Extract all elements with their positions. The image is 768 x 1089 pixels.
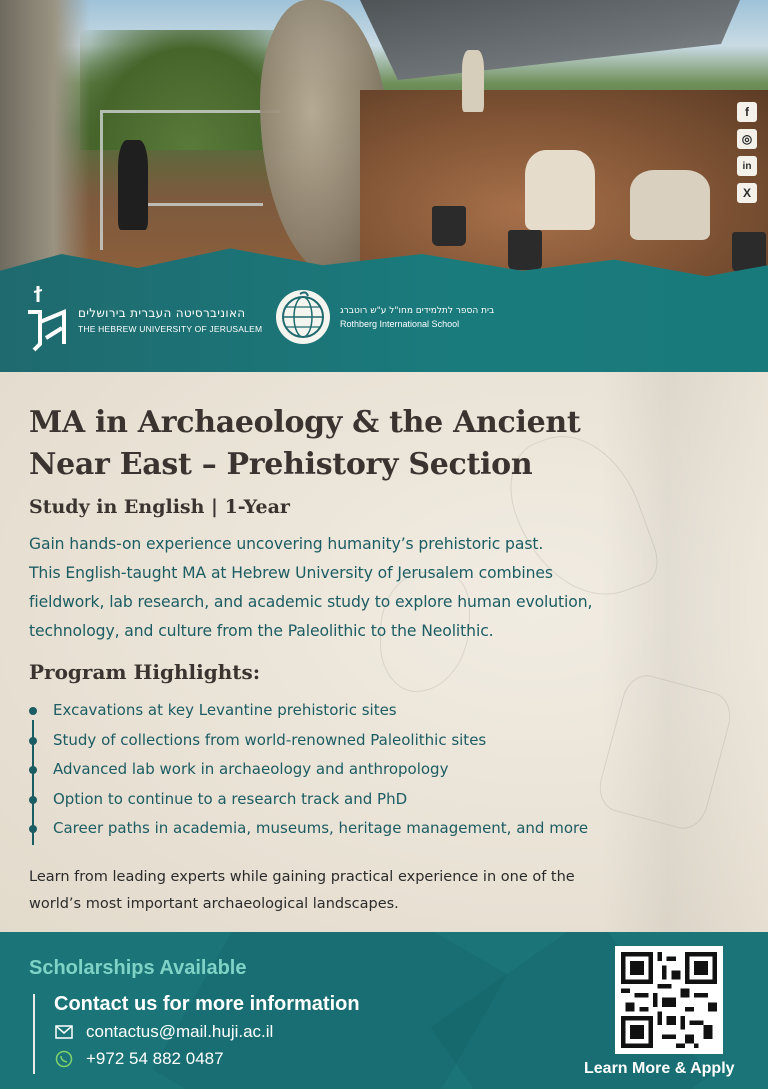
rothberg-logo[interactable] <box>276 290 494 344</box>
contact-heading: Contact us for more information <box>54 993 360 1015</box>
learn-more-apply-link[interactable]: Learn More & Apply <box>584 1060 735 1077</box>
excavation-tent <box>360 0 740 80</box>
email-row[interactable] <box>54 1022 273 1042</box>
facebook-icon[interactable]: f <box>737 102 757 122</box>
globe-icon <box>276 290 330 344</box>
highlights-list <box>29 696 729 844</box>
logos <box>0 280 768 370</box>
mail-icon <box>54 1022 74 1042</box>
list-item: Excavations at key Levantine prehistoric sites <box>29 696 729 726</box>
title-line: MA in Archaeology & the Ancient <box>29 405 581 440</box>
excavator-figure <box>630 170 710 240</box>
bucket <box>508 230 542 270</box>
rothberg-name-english: Rothberg International School <box>340 318 460 329</box>
closing-paragraph <box>29 864 729 918</box>
page-title <box>29 402 729 486</box>
phone-number[interactable]: +972 54 882 0487 <box>86 1049 224 1068</box>
phone-row[interactable] <box>54 1049 224 1069</box>
main-content <box>29 402 729 918</box>
excavator-figure <box>525 150 595 230</box>
huji-name-hebrew: האוניברסיטה העברית בירושלים <box>78 306 246 320</box>
bucket <box>732 232 766 272</box>
intro-line: This English-taught MA at Hebrew University of Jerusalem combines <box>29 564 553 582</box>
intro-line: technology, and culture from the Paleolithic to the Neolithic. <box>29 622 494 640</box>
instagram-icon[interactable]: ◎ <box>737 129 757 149</box>
highlights-timeline <box>32 720 34 845</box>
closing-line: Learn from leading experts while gaining practical experience in one of the <box>29 868 575 885</box>
surveyor-figure <box>462 50 484 112</box>
whatsapp-icon <box>54 1049 74 1069</box>
huji-emblem-icon <box>24 282 68 352</box>
highlights-heading: Program Highlights: <box>29 660 261 684</box>
rothberg-name-hebrew: בית הספר לתלמידים מחו"ל ע"ש רוטברג <box>340 305 495 316</box>
closing-line: world’s most important archaeological landscapes. <box>29 895 399 912</box>
list-item: Study of collections from world-renowned Paleolithic sites <box>29 726 729 756</box>
intro-paragraph <box>29 530 729 646</box>
x-icon[interactable]: X <box>737 183 757 203</box>
contact-divider <box>33 994 35 1074</box>
linkedin-icon[interactable]: in <box>737 156 757 176</box>
program-subtitle: Study in English | 1-Year <box>29 496 290 518</box>
list-item: Option to continue to a research track and PhD <box>29 785 729 815</box>
huji-logo[interactable] <box>24 282 262 352</box>
social-links <box>737 102 757 203</box>
qr-code[interactable] <box>615 946 723 1054</box>
title-line: Near East – Prehistory Section <box>29 447 533 482</box>
email-link[interactable]: contactus@mail.huji.ac.il <box>86 1022 274 1041</box>
visitor-figure <box>118 140 148 230</box>
cave-wall <box>0 0 90 300</box>
huji-name-english: THE HEBREW UNIVERSITY OF JERUSALEM <box>78 324 263 334</box>
list-item: Advanced lab work in archaeology and anthropology <box>29 755 729 785</box>
qr-code-icon <box>621 952 717 1048</box>
scholarships-label: Scholarships Available <box>29 957 247 979</box>
intro-line: Gain hands-on experience uncovering humanity’s prehistoric past. <box>29 535 544 553</box>
bucket <box>432 206 466 246</box>
intro-line: fieldwork, lab research, and academic study to explore human evolution, <box>29 593 593 611</box>
list-item: Career paths in academia, museums, heritage management, and more <box>29 814 729 844</box>
